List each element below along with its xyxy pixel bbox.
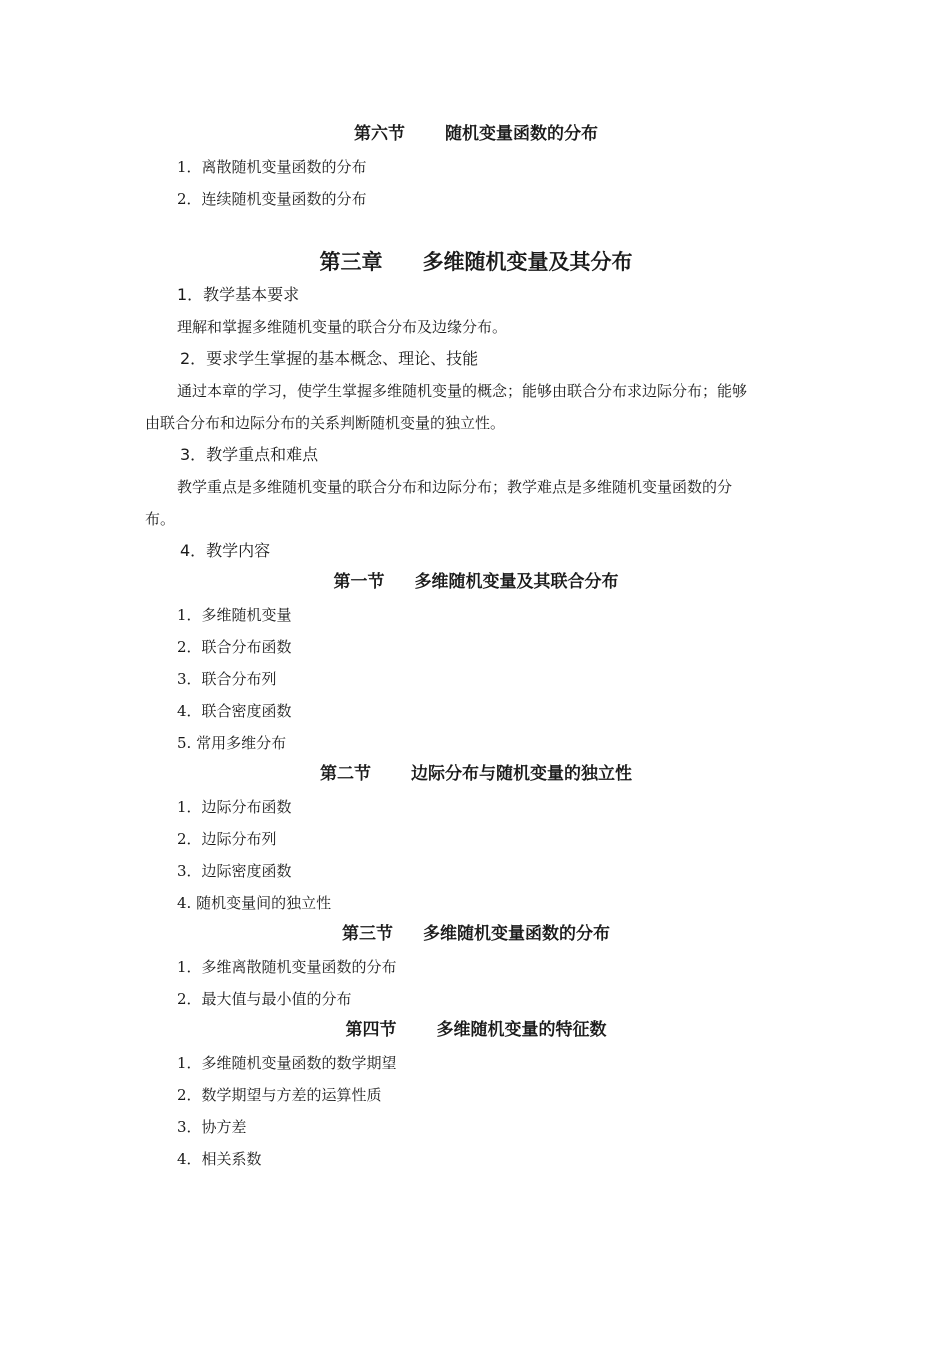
chapter-3-title: 多维随机变量及其分布 <box>422 250 633 274</box>
section-2-item-1: 1．边际分布函数 <box>177 798 292 816</box>
section-6-number: 第六节 <box>354 124 405 144</box>
section-3-title: 多维随机变量函数的分布 <box>423 924 610 944</box>
section-1-item-5: 5. 常用多维分布 <box>177 734 287 752</box>
section-3-item-1: 1．多维离散随机变量函数的分布 <box>177 958 397 976</box>
section-3-heading <box>0 923 952 945</box>
key-points-heading: 3．教学重点和难点 <box>180 445 319 464</box>
key-points-text-line-2: 布。 <box>145 510 176 528</box>
section-1-heading <box>0 571 952 593</box>
section-1-number: 第一节 <box>333 572 385 592</box>
section-4-title: 多维随机变量的特征数 <box>436 1020 607 1040</box>
section-1-item-4: 4．联合密度函数 <box>177 702 292 720</box>
section-6-title: 随机变量函数的分布 <box>445 124 598 144</box>
section-4-heading <box>0 1019 952 1041</box>
section-2-number: 第二节 <box>320 764 371 784</box>
section-1-item-1: 1．多维随机变量 <box>177 606 292 624</box>
section-1-item-2: 2．联合分布函数 <box>177 638 292 656</box>
chapter-3-number: 第三章 <box>319 250 383 274</box>
section-2-item-3: 3．边际密度函数 <box>177 862 292 880</box>
requirements-text: 理解和掌握多维随机变量的联合分布及边缘分布。 <box>177 318 508 336</box>
section-3-number: 第三节 <box>342 924 393 944</box>
section-1-item-3: 3．联合分布列 <box>177 670 277 688</box>
section-4-item-1: 1．多维随机变量函数的数学期望 <box>177 1054 397 1072</box>
section-6-item-2: 2．连续随机变量函数的分布 <box>177 190 367 208</box>
concepts-text-line-2: 由联合分布和边际分布的关系判断随机变量的独立性。 <box>145 414 506 432</box>
content-heading: 4．教学内容 <box>180 541 271 560</box>
section-2-heading <box>0 763 952 785</box>
concepts-text-line-1: 通过本章的学习，使学生掌握多维随机变量的概念；能够由联合分布求边际分布；能够 <box>177 382 748 400</box>
section-4-item-4: 4．相关系数 <box>177 1150 262 1168</box>
section-2-item-2: 2．边际分布列 <box>177 830 277 848</box>
section-6-item-1: 1．离散随机变量函数的分布 <box>177 158 367 176</box>
section-2-item-4: 4. 随机变量间的独立性 <box>177 894 332 912</box>
section-1-title: 多维随机变量及其联合分布 <box>414 572 619 592</box>
chapter-3-heading <box>0 248 952 276</box>
section-2-title: 边际分布与随机变量的独立性 <box>411 764 632 784</box>
section-4-item-3: 3．协方差 <box>177 1118 247 1136</box>
section-6-heading <box>0 123 952 145</box>
section-4-number: 第四节 <box>345 1020 397 1040</box>
requirements-heading: 1．教学基本要求 <box>177 285 300 304</box>
key-points-text-line-1: 教学重点是多维随机变量的联合分布和边际分布；教学难点是多维随机变量函数的分 <box>177 478 733 496</box>
section-4-item-2: 2．数学期望与方差的运算性质 <box>177 1086 382 1104</box>
concepts-heading: 2．要求学生掌握的基本概念、理论、技能 <box>180 349 479 368</box>
section-3-item-2: 2．最大值与最小值的分布 <box>177 990 352 1008</box>
